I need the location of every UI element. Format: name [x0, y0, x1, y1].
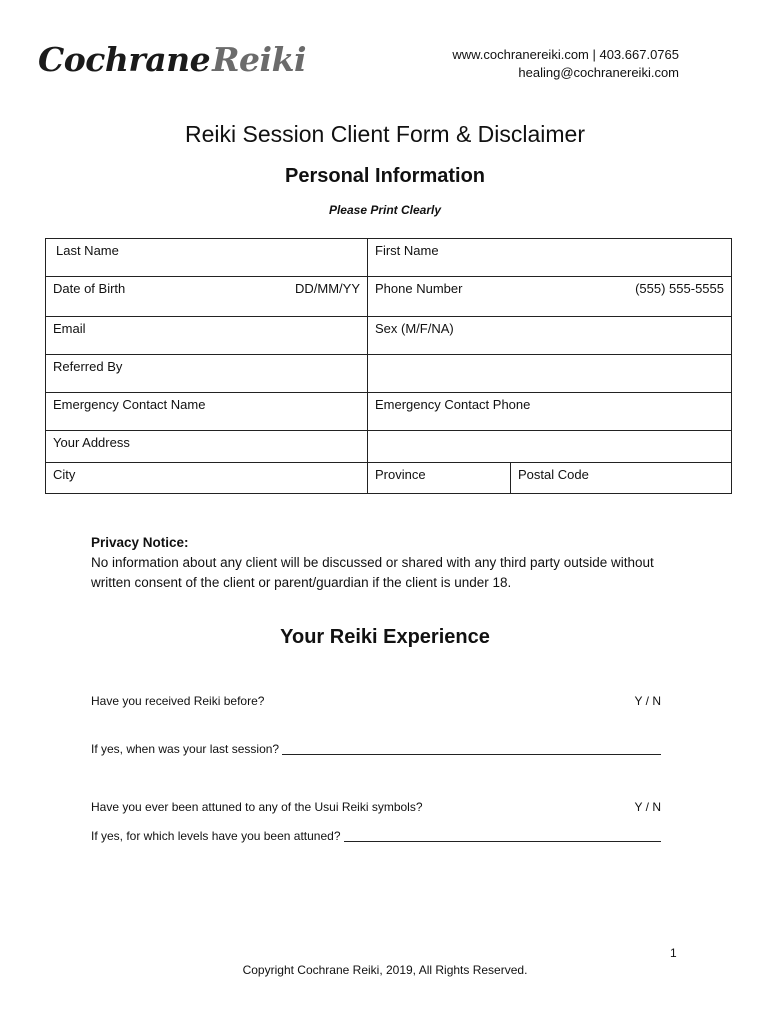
privacy-notice	[91, 533, 691, 593]
form-row	[46, 239, 732, 277]
logo	[38, 40, 306, 79]
attuned-levels-blank[interactable]	[344, 829, 662, 842]
page-title: Reiki Session Client Form & Disclaimer	[184, 121, 586, 147]
question-text: Have you ever been attuned to any of the Usui Reiki symbols?	[91, 800, 423, 814]
personal-info-form	[45, 238, 732, 494]
logo-accent-text: Reiki	[212, 40, 306, 79]
postal-code-field[interactable]: Postal Code	[511, 463, 732, 494]
last-name-field[interactable]: Last Name	[46, 239, 368, 277]
logo-main-text: Cochrane	[38, 40, 211, 79]
privacy-heading: Privacy Notice:	[91, 535, 189, 550]
address-input[interactable]	[368, 431, 732, 463]
question-last-session	[91, 742, 661, 756]
province-field[interactable]: Province	[368, 463, 511, 494]
experience-heading: Your Reiki Experience	[280, 626, 490, 648]
dob-format: DD/MM/YY	[295, 281, 360, 296]
form-row	[46, 317, 732, 355]
referred-by-field[interactable]: Referred By	[46, 355, 368, 393]
question-text: If yes, when was your last session?	[91, 742, 280, 756]
phone-field[interactable]	[368, 277, 732, 317]
form-row	[46, 393, 732, 431]
referred-by-input[interactable]	[368, 355, 732, 393]
dob-field[interactable]	[46, 277, 368, 317]
phone-label: Phone Number	[375, 281, 463, 296]
print-clearly-note: Please Print Clearly	[328, 203, 442, 217]
form-row	[46, 277, 732, 317]
page-number: 1	[670, 946, 677, 960]
question-attuned-levels	[91, 829, 661, 843]
contact-web-phone: www.cochranereiki.com | 403.667.0765	[452, 47, 679, 62]
form-row	[46, 463, 732, 494]
yes-no-option[interactable]: Y / N	[634, 694, 661, 708]
privacy-text: No information about any client will be discussed or shared with any third party outside without written consent of the client or parent/guardian if the client is under 18.	[91, 555, 654, 590]
personal-info-heading: Personal Information	[284, 165, 486, 187]
question-text: If yes, for which levels have you been attuned?	[91, 829, 341, 843]
email-field[interactable]: Email	[46, 317, 368, 355]
yes-no-option[interactable]: Y / N	[634, 800, 661, 814]
question-text: Have you received Reiki before?	[91, 694, 265, 708]
city-field[interactable]: City	[46, 463, 368, 494]
dob-label: Date of Birth	[53, 281, 126, 296]
emergency-name-field[interactable]: Emergency Contact Name	[46, 393, 368, 431]
first-name-field[interactable]: First Name	[368, 239, 732, 277]
contact-info	[452, 46, 679, 82]
emergency-phone-field[interactable]: Emergency Contact Phone	[368, 393, 732, 431]
contact-email: healing@cochranereiki.com	[518, 65, 679, 80]
last-session-blank[interactable]	[282, 742, 661, 755]
form-row	[46, 431, 732, 463]
address-field[interactable]: Your Address	[46, 431, 368, 463]
question-attuned	[91, 800, 661, 814]
phone-format: (555) 555-5555	[635, 281, 724, 296]
sex-field[interactable]: Sex (M/F/NA)	[368, 317, 732, 355]
form-row	[46, 355, 732, 393]
question-received-reiki	[91, 694, 661, 708]
copyright: Copyright Cochrane Reiki, 2019, All Rights Reserved.	[242, 963, 528, 977]
